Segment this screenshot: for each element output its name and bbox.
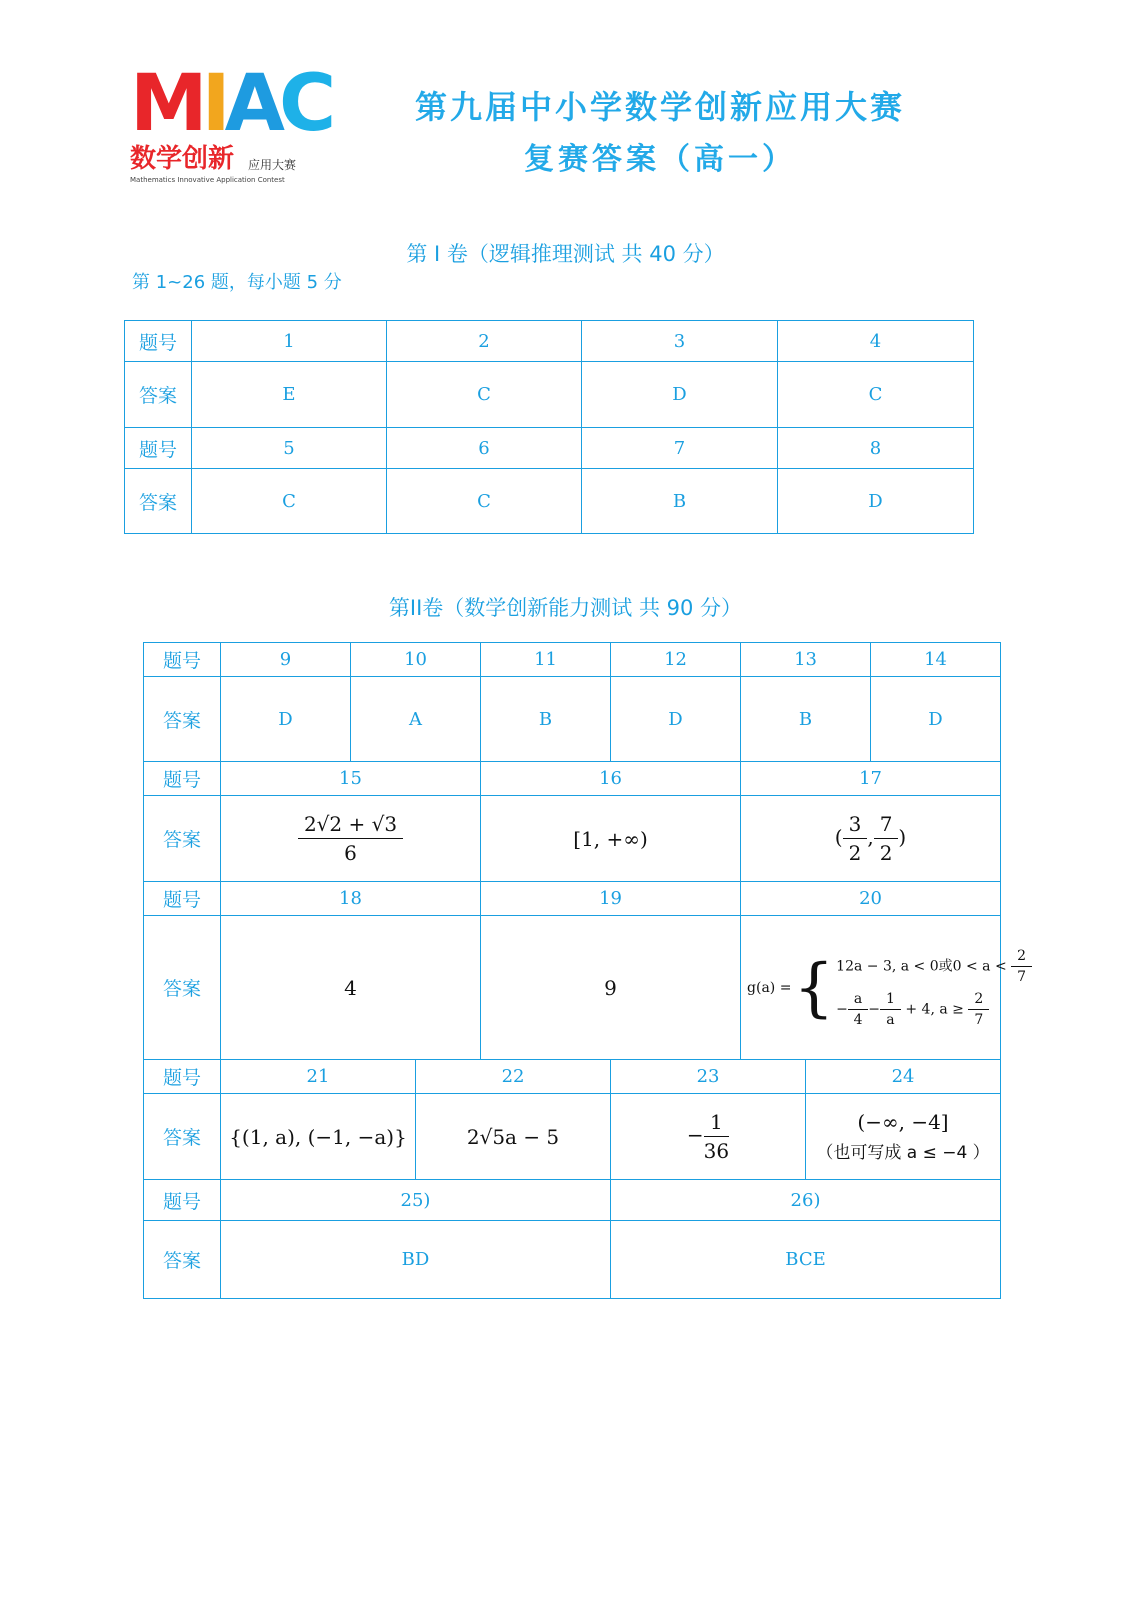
case2-sign: − bbox=[836, 1001, 848, 1017]
question-label: 题号 bbox=[144, 1180, 221, 1221]
answer-cell-24 bbox=[806, 1094, 1001, 1180]
question-label: 题号 bbox=[144, 882, 221, 916]
answer-cell: D bbox=[582, 362, 778, 428]
answer-cell: C bbox=[778, 362, 974, 428]
fraction-numerator: a bbox=[848, 991, 868, 1010]
logo-letters bbox=[130, 59, 331, 149]
question-number: 16 bbox=[481, 762, 741, 796]
answer-label: 答案 bbox=[144, 1221, 221, 1299]
question-number: 15 bbox=[221, 762, 481, 796]
fraction-denominator: 6 bbox=[344, 841, 357, 865]
logo-letter-i: I bbox=[201, 59, 225, 149]
fraction-denominator: 36 bbox=[703, 1139, 730, 1163]
answer-cell: D bbox=[778, 469, 974, 534]
question-number: 5 bbox=[192, 428, 387, 469]
question-number: 21 bbox=[221, 1060, 416, 1094]
fraction bbox=[880, 991, 901, 1028]
answer-label: 答案 bbox=[144, 1094, 221, 1180]
table-row bbox=[125, 428, 974, 469]
answer-cell: D bbox=[611, 677, 741, 762]
minus-sign: − bbox=[686, 1123, 704, 1147]
answer-cell: B bbox=[741, 677, 871, 762]
question-label: 题号 bbox=[144, 1060, 221, 1094]
fraction-denominator: 2 bbox=[879, 841, 893, 865]
answer-cell: C bbox=[387, 469, 582, 534]
answer-cell-22: 2√5a − 5 bbox=[416, 1094, 611, 1180]
fraction-numerator: 2 bbox=[1011, 948, 1032, 967]
answer-cell: D bbox=[871, 677, 1001, 762]
answer-cell: C bbox=[387, 362, 582, 428]
question-number: 6 bbox=[387, 428, 582, 469]
fraction bbox=[1011, 948, 1032, 985]
case2-text: + 4, a ≥ bbox=[905, 1001, 964, 1017]
table-row bbox=[144, 1094, 1001, 1180]
table-row bbox=[144, 762, 1001, 796]
answer-cell-16: [1, +∞) bbox=[481, 796, 741, 882]
question-number: 9 bbox=[221, 643, 351, 677]
table-row bbox=[125, 362, 974, 428]
question-number: 17 bbox=[741, 762, 1001, 796]
question-number: 2 bbox=[387, 321, 582, 362]
logo-letter-m: M bbox=[130, 59, 202, 149]
case2-minus: − bbox=[868, 1001, 880, 1017]
fraction-numerator: 2√2 + √3 bbox=[298, 812, 403, 839]
table-row bbox=[144, 1221, 1001, 1299]
piecewise-case-1 bbox=[836, 948, 1032, 985]
part1-subheading: 第 1~26 题，每小题 5 分 bbox=[132, 272, 342, 293]
answer-label: 答案 bbox=[144, 916, 221, 1060]
answer-cell: E bbox=[192, 362, 387, 428]
brace-icon: { bbox=[793, 950, 835, 1025]
logo-cn-main: 数学创新 bbox=[130, 144, 235, 174]
fraction-numerator: 2 bbox=[968, 991, 989, 1010]
page-subtitle: 复赛答案（高一） bbox=[524, 142, 796, 177]
question-label: 题号 bbox=[144, 643, 221, 677]
table-row bbox=[125, 469, 974, 534]
logo-cn-sub: 应用大赛 bbox=[248, 158, 297, 172]
fraction-denominator: 4 bbox=[853, 1011, 863, 1028]
question-number: 10 bbox=[351, 643, 481, 677]
table-row bbox=[125, 321, 974, 362]
question-number: 7 bbox=[582, 428, 778, 469]
answer-cell: B bbox=[481, 677, 611, 762]
answer-label: 答案 bbox=[144, 796, 221, 882]
fraction bbox=[874, 812, 899, 865]
answer-cell-15 bbox=[221, 796, 481, 882]
fraction-denominator: a bbox=[886, 1011, 895, 1028]
part2-answer-table bbox=[143, 642, 1027, 1299]
question-number: 3 bbox=[582, 321, 778, 362]
answer-label: 答案 bbox=[125, 469, 192, 534]
logo-letter-a: A bbox=[224, 59, 280, 149]
question-number: 13 bbox=[741, 643, 871, 677]
table-row bbox=[144, 882, 1001, 916]
fraction bbox=[843, 812, 868, 865]
question-label: 题号 bbox=[125, 321, 192, 362]
answer-cell-17 bbox=[741, 796, 1001, 882]
logo-letter-c: C bbox=[279, 59, 331, 149]
answer-cell-23 bbox=[611, 1094, 806, 1180]
answer-cell: C bbox=[192, 469, 387, 534]
answer-cell-20 bbox=[741, 916, 1027, 1060]
answer-cell-19: 9 bbox=[481, 916, 741, 1060]
answer-cell: BD bbox=[221, 1221, 611, 1299]
fraction-numerator: 1 bbox=[880, 991, 901, 1010]
answer-label: 答案 bbox=[144, 677, 221, 762]
answer-label: 答案 bbox=[125, 362, 192, 428]
case1-text: 12a − 3, a < 0或0 < a < bbox=[836, 958, 1007, 974]
question-number: 14 bbox=[871, 643, 1001, 677]
question-number: 26) bbox=[611, 1180, 1001, 1221]
answer-cell: D bbox=[221, 677, 351, 762]
table-row bbox=[144, 1060, 1001, 1094]
fraction-numerator: 3 bbox=[843, 812, 868, 839]
question-number: 20 bbox=[741, 882, 1001, 916]
paren-open: ( bbox=[834, 825, 843, 849]
fraction bbox=[298, 812, 403, 865]
question-number: 1 bbox=[192, 321, 387, 362]
fraction-denominator: 7 bbox=[974, 1011, 984, 1028]
comma: , bbox=[867, 825, 874, 849]
table-row bbox=[144, 677, 1001, 762]
piecewise-lhs: g(a) = bbox=[747, 979, 792, 996]
question-number: 18 bbox=[221, 882, 481, 916]
question-number: 23 bbox=[611, 1060, 806, 1094]
fraction bbox=[848, 991, 868, 1028]
fraction bbox=[968, 991, 989, 1028]
fraction-denominator: 7 bbox=[1017, 968, 1027, 985]
part2-heading: 第II卷（数学创新能力测试 共 90 分） bbox=[388, 596, 743, 620]
answer-24-note: （也可写成 a ≤ −4 ） bbox=[816, 1143, 990, 1163]
part1-heading: 第 I 卷（逻辑推理测试 共 40 分） bbox=[406, 242, 725, 266]
answer-cell: BCE bbox=[611, 1221, 1001, 1299]
question-label: 题号 bbox=[144, 762, 221, 796]
question-number: 22 bbox=[416, 1060, 611, 1094]
question-number: 11 bbox=[481, 643, 611, 677]
page-title: 第九届中小学数学创新应用大赛 bbox=[414, 88, 905, 126]
mac-logo bbox=[130, 59, 331, 189]
answer-24-interval: (−∞, −4] bbox=[857, 1110, 949, 1134]
fraction bbox=[704, 1110, 729, 1163]
answer-cell: A bbox=[351, 677, 481, 762]
piecewise-case-2 bbox=[836, 991, 1032, 1028]
table-row bbox=[144, 916, 1001, 1060]
fraction-denominator: 2 bbox=[848, 841, 862, 865]
fraction-numerator: 1 bbox=[704, 1110, 729, 1137]
question-number: 12 bbox=[611, 643, 741, 677]
question-number: 25) bbox=[221, 1180, 611, 1221]
answer-cell-18: 4 bbox=[221, 916, 481, 1060]
part1-answer-table bbox=[124, 320, 974, 534]
question-number: 4 bbox=[778, 321, 974, 362]
question-number: 8 bbox=[778, 428, 974, 469]
logo-en: Mathematics Innovative Application Contest bbox=[130, 176, 285, 184]
question-label: 题号 bbox=[125, 428, 192, 469]
question-number: 24 bbox=[806, 1060, 1001, 1094]
piecewise-cases bbox=[836, 948, 1032, 1028]
answer-cell-21: {(1, a), (−1, −a)} bbox=[221, 1094, 416, 1180]
answer-cell: B bbox=[582, 469, 778, 534]
table-row bbox=[144, 796, 1001, 882]
table-row bbox=[144, 1180, 1001, 1221]
table-row bbox=[144, 643, 1001, 677]
question-number: 19 bbox=[481, 882, 741, 916]
paren-close: ) bbox=[898, 825, 907, 849]
fraction-numerator: 7 bbox=[874, 812, 899, 839]
